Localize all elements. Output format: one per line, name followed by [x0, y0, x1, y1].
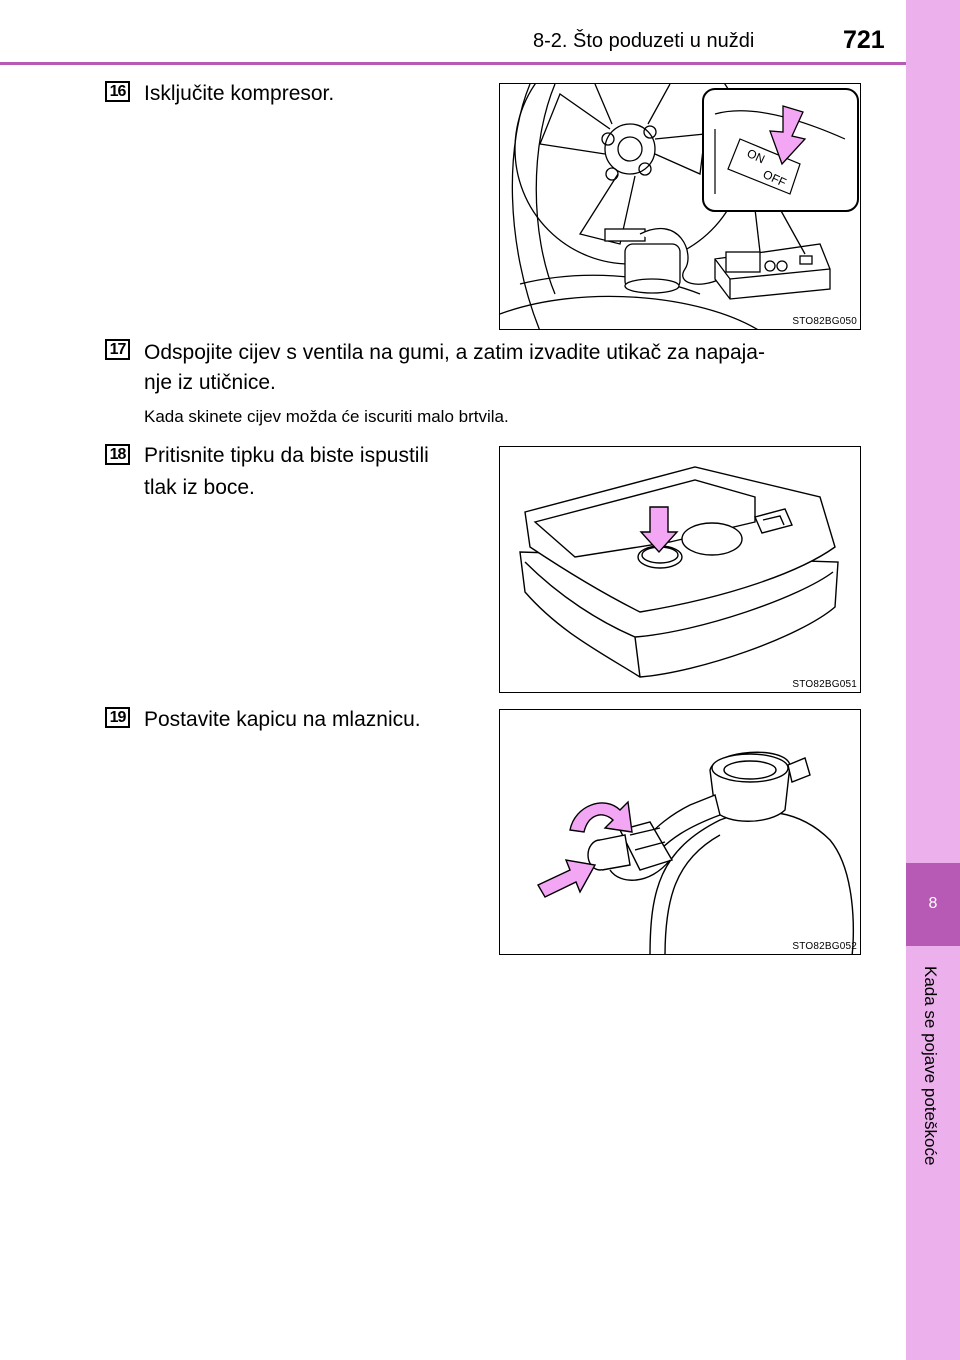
step-badge-16: 16: [105, 81, 130, 102]
step-17-text-line1: Odspojite cijev s ventila na gumi, a zatim izvadite utikač za napaja-: [144, 341, 765, 364]
nozzle-cap-illustration: [500, 710, 861, 955]
switch-label-off: OFF: [760, 167, 789, 190]
step-18-text-line2: tlak iz boce.: [144, 476, 255, 499]
header-divider: [0, 62, 906, 65]
push-arrow-icon: [538, 860, 595, 897]
switch-label-on: ON: [744, 146, 767, 167]
chapter-title: Kada se pojave poteškoće: [921, 966, 940, 1166]
step-16-text: Isključite kompresor.: [144, 82, 335, 105]
rotate-arrow-icon: [570, 802, 632, 832]
chapter-number: 8: [928, 895, 938, 912]
figure-code: STO82BG051: [792, 679, 857, 690]
compressor-switch-illustration: [500, 84, 861, 330]
step-badge-17: 17: [105, 339, 130, 360]
step-19-text: Postavite kapicu na mlaznicu.: [144, 708, 421, 731]
page-number: 721: [843, 26, 885, 54]
step-badge-19: 19: [105, 707, 130, 728]
step-18-text-line1: Pritisnite tipku da biste ispustili: [144, 444, 429, 467]
sealant-bottle-top-illustration: [500, 447, 861, 693]
figure-compressor-off: [499, 83, 861, 330]
step-17-text-line2: nje iz utičnice.: [144, 371, 276, 394]
step-17-note: Kada skinete cijev možda će iscuriti malo brtvila.: [144, 407, 509, 426]
step-badge-18: 18: [105, 444, 130, 465]
figure-attach-cap: [499, 709, 861, 955]
figure-code: STO82BG052: [792, 941, 857, 952]
section-title: 8-2. Što poduzeti u nuždi: [533, 30, 755, 52]
figure-release-pressure: [499, 446, 861, 693]
figure-code: STO82BG050: [792, 316, 857, 327]
